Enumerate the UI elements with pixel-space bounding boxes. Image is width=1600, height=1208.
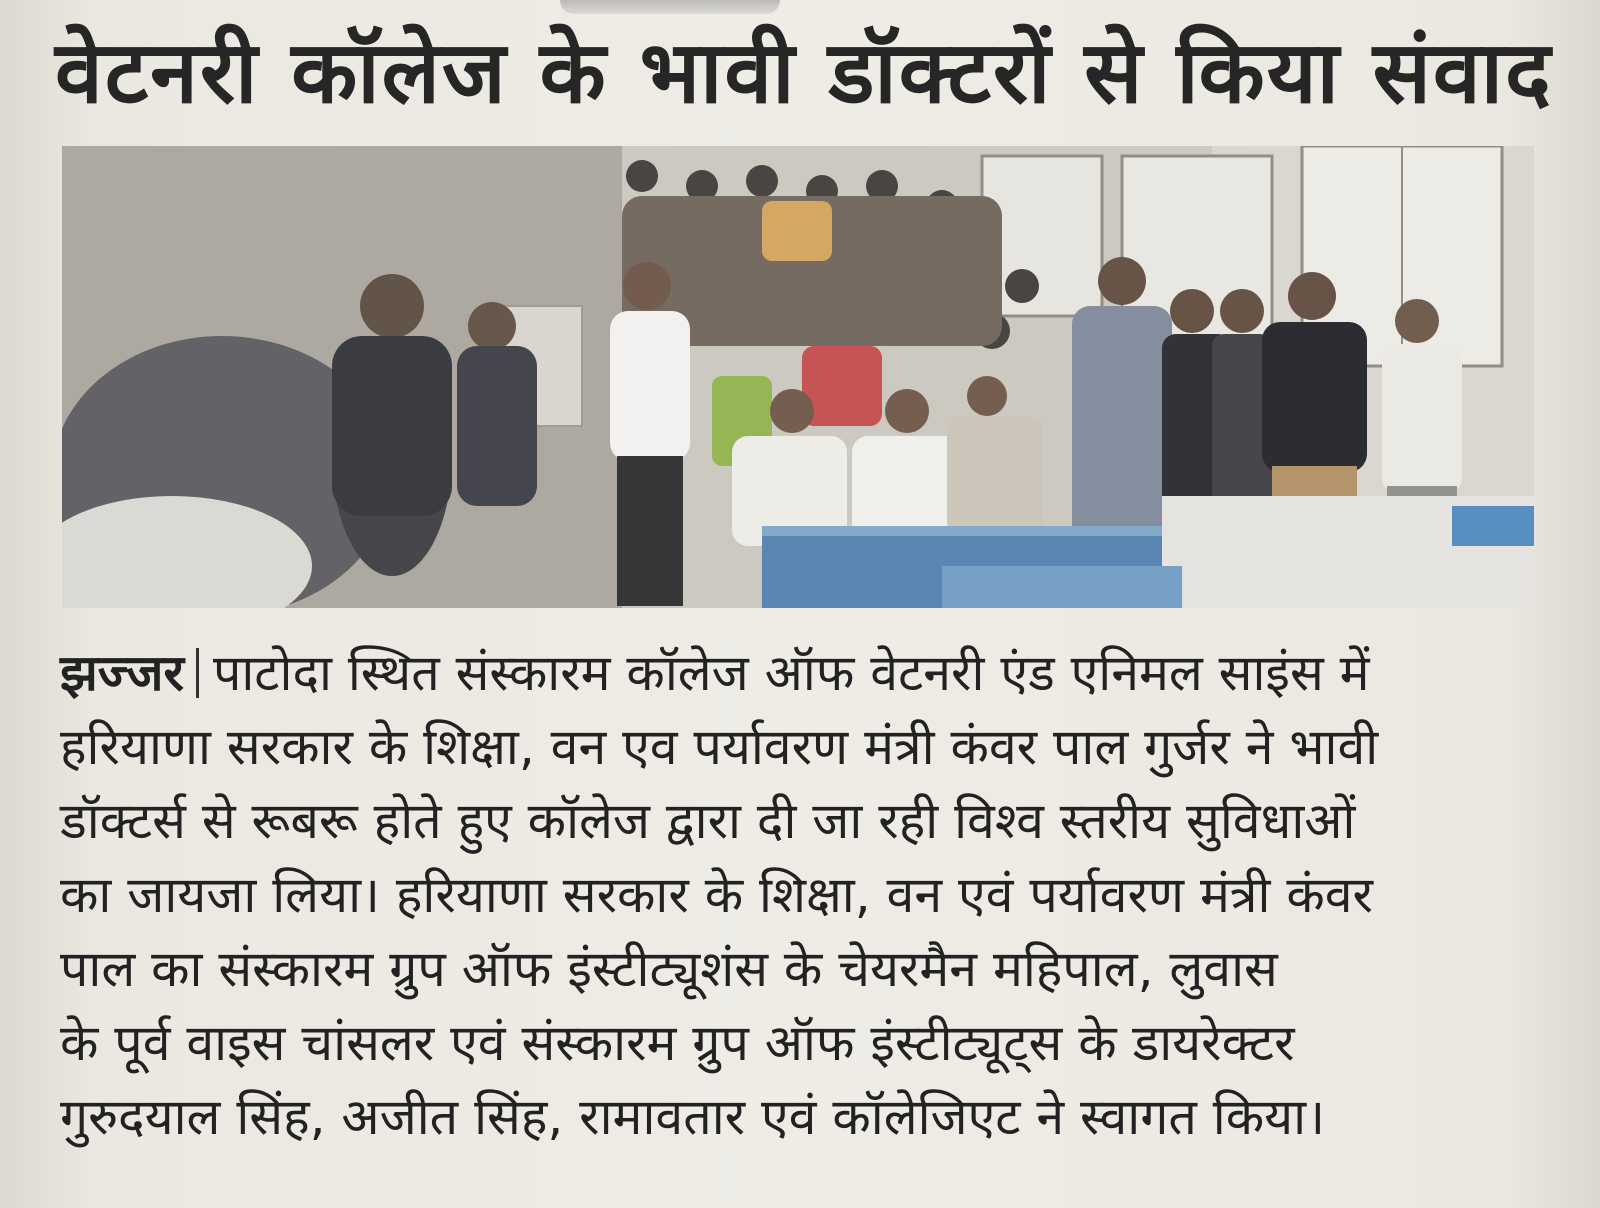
article-line-text: पाटोदा स्थित संस्कारम कॉलेज ऑफ वेटनरी एंड एनिमल साइंस में [212, 644, 1370, 702]
article-body [60, 636, 1560, 1154]
headline: वेटनरी कॉलेज के भावी डॉक्टरों से किया संवाद [55, 23, 1553, 123]
dateline-separator [196, 648, 199, 698]
article-line-text: के पूर्व वाइस चांसलर एवं संस्कारम ग्रुप ऑफ इंस्टीट्यूट्स के डायरेक्टर [60, 1014, 1295, 1072]
article-line-text: का जायजा लिया। हरियाणा सरकार के शिक्षा, वन एवं पर्यावरण मंत्री कंवर [60, 866, 1373, 924]
article-line [60, 1080, 1560, 1154]
dateline: झज्जर [60, 644, 184, 702]
article-line [60, 710, 1560, 784]
article-line-text: पाल का संस्कारम ग्रुप ऑफ इंस्टीट्यूशंस के चेयरमैन महिपाल, लुवास [60, 940, 1278, 998]
article-line-text: गुरुदयाल सिंह, अजीत सिंह, रामावतार एवं कॉलेजिएट ने स्वागत किया। [60, 1088, 1326, 1146]
article-line [60, 858, 1560, 932]
article-line [60, 784, 1560, 858]
group-photo-illustration [62, 146, 1534, 608]
group-photo [62, 146, 1534, 608]
article-line [60, 1006, 1560, 1080]
article-line-text: डॉक्टर्स से रूबरू होते हुए कॉलेज द्वारा दी जा रही विश्व स्तरीय सुविधाओं [60, 792, 1356, 850]
article-line-text: हरियाणा सरकार के शिक्षा, वन एव पर्यावरण मंत्री कंवर पाल गुर्जर ने भावी [60, 718, 1379, 776]
article-line [60, 636, 1560, 710]
clipping-edge-shadow [560, 0, 780, 14]
article-line [60, 932, 1560, 1006]
